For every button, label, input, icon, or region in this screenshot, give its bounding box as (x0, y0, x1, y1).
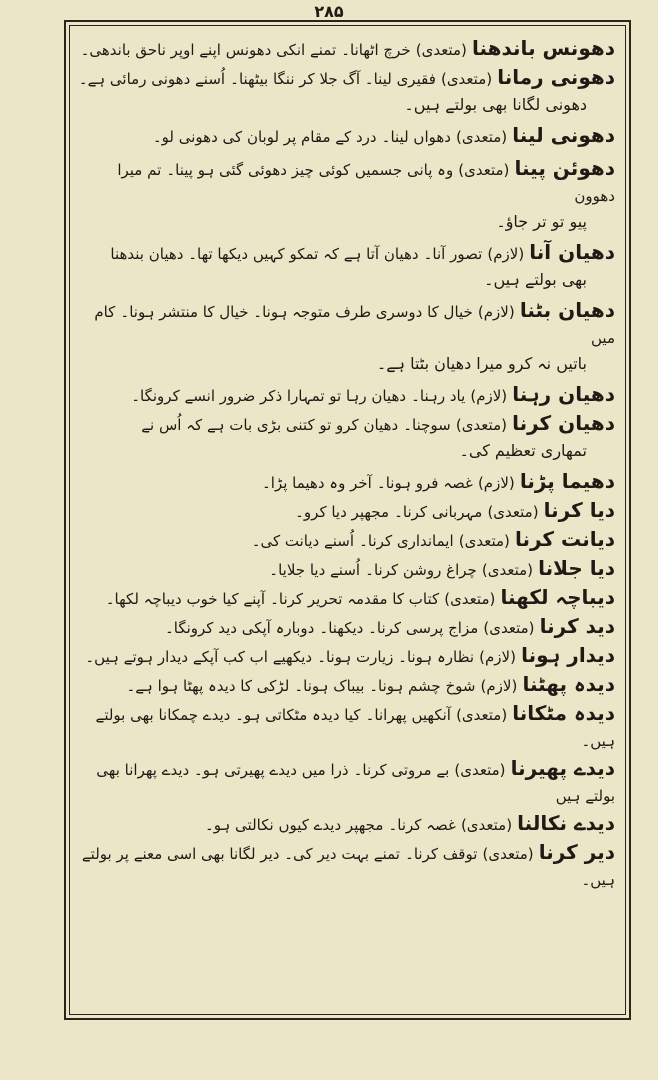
meaning: کتاب کا مقدمہ تحریر کرنا۔ (270, 590, 440, 608)
headword: دیا جلانا (538, 556, 615, 580)
example: دیکھیے اب کب آپکے دیدار ہوتے ہیں۔ (85, 648, 313, 666)
meaning: دھواں لینا۔ (381, 128, 451, 146)
example: تم میرا دھوون (117, 161, 615, 205)
entry (78, 811, 615, 838)
headword: دھیما پڑنا (519, 469, 615, 493)
example: اُسنے دیانت کی۔ (251, 532, 355, 550)
grammar-label: (لازم) (487, 245, 525, 263)
entry-continuation: بھی بولتے ہیں۔ (484, 270, 587, 289)
meaning: وہ پانی جسمیں کوئی چیز دھوئی گئی ہو پینا۔ (166, 161, 454, 179)
example: آخر وہ دھیما پڑا۔ (261, 474, 372, 492)
grammar-label: (متعدی) (415, 41, 467, 59)
meaning: غصہ فرو ہونا۔ (376, 474, 473, 492)
meaning: نظارہ ہونا۔ زیارت ہونا۔ (317, 648, 475, 666)
headword: دھیان رہنا (512, 382, 615, 406)
dictionary-entries (69, 25, 626, 1015)
grammar-label: (متعدی) (456, 706, 508, 724)
meaning: خرچ اٹھانا۔ (341, 41, 411, 59)
entry (78, 840, 615, 893)
example: کیا دیدہ مٹکاتی ہو۔ دیدے چمکانا بھی بولتے ہیں۔ (95, 706, 615, 750)
entry (78, 411, 615, 438)
example: تمنے بہت دیر کی۔ دیر لگانا بھی اسی معنے پر بولتے ہیں۔ (81, 845, 615, 889)
entry (78, 298, 615, 351)
grammar-label: (متعدی) (444, 590, 496, 608)
example: کام میں (94, 303, 615, 347)
grammar-label: (متعدی) (440, 70, 493, 88)
entry (78, 382, 615, 409)
grammar-label: (لازم) (477, 303, 515, 321)
example: دھیان کرو تو کتنی بڑی بات ہے کہ اُس نے (141, 416, 399, 434)
headword: دیانت کرنا (514, 527, 615, 551)
example: آپنے کیا خوب دیباچہ لکھا۔ (105, 590, 266, 608)
meaning: مزاج پرسی کرنا۔ دیکھنا۔ (319, 619, 479, 637)
grammar-label: (لازم) (477, 474, 515, 492)
grammar-label: (متعدی) (458, 532, 510, 550)
entry (78, 65, 615, 92)
grammar-label: (لازم) (480, 677, 518, 695)
headword: دھوئن پینا (514, 156, 615, 180)
example: لڑکی کا دیدہ پھٹا ہوا ہے۔ (126, 677, 290, 695)
example: اُسنے دھونی رمائی ہے۔ (78, 70, 226, 88)
entry (78, 585, 615, 612)
headword: دھیان کرنا (512, 411, 615, 435)
page-number: ۲۸۵ (314, 2, 344, 21)
headword: دیدہ پھٹنا (522, 672, 615, 696)
entry-continuation: پیو تو تر جاؤ۔ (496, 212, 587, 231)
headword: دیدار ہونا (521, 643, 615, 667)
entry (78, 614, 615, 641)
headword: دیدے پھیرنا (510, 756, 615, 780)
entry (78, 672, 615, 699)
grammar-label: (متعدی) (455, 416, 507, 434)
grammar-label: (متعدی) (482, 845, 534, 863)
entry (78, 527, 615, 554)
grammar-label: (لازم) (470, 387, 508, 405)
meaning: سوچنا۔ (403, 416, 451, 434)
headword: دھونی رمانا (497, 65, 615, 89)
example: اُسنے دیا جلایا۔ (269, 561, 361, 579)
grammar-label: (متعدی) (458, 161, 510, 179)
entry (78, 240, 615, 267)
grammar-label: (متعدی) (456, 128, 508, 146)
headword: دھونس باندھنا (471, 36, 615, 60)
meaning: توقف کرنا۔ (405, 845, 478, 863)
entry-continuation: باتیں نہ کرو میرا دھیان بٹتا ہے۔ (376, 354, 587, 373)
headword: دیباچہ لکھنا (500, 585, 615, 609)
example: دھیان آتا ہے کہ تمکو کہیں دیکھا تھا۔ دھیان بندھنا (110, 245, 419, 263)
example: مجھپر دیا کرو۔ (295, 503, 389, 521)
example: درد کے مقام پر لوبان کی دھونی لو۔ (152, 128, 377, 146)
entry (78, 701, 615, 754)
entry (78, 756, 615, 809)
meaning: خیال کا دوسری طرف متوجہ ہونا۔ خیال کا منتشر ہونا۔ (120, 303, 473, 321)
entry (78, 123, 615, 150)
headword: دھیان بٹنا (519, 298, 615, 322)
headword: دید کرنا (539, 614, 615, 638)
entry (78, 556, 615, 583)
entry (78, 156, 615, 209)
entry-continuation: تمھاری تعظیم کی۔ (459, 441, 587, 460)
meaning: شوخ چشم ہونا۔ بیباک ہونا۔ (294, 677, 476, 695)
meaning: آنکھیں پھرانا۔ (365, 706, 451, 724)
example: تمنے انکی دھونس اپنے اوپر ناحق باندھی۔ (80, 41, 337, 59)
grammar-label: (متعدی) (481, 561, 534, 579)
grammar-label: (متعدی) (483, 619, 535, 637)
entry (78, 498, 615, 525)
page-frame (64, 20, 631, 1020)
meaning: فقیری لینا۔ آگ جلا کر ننگا بیٹھنا۔ (230, 70, 436, 88)
entry-continuation: دھونی لگانا بھی بولتے ہیں۔ (404, 95, 587, 114)
entry (78, 643, 615, 670)
example: مجھپر دیدے کیوں نکالتی ہو۔ (204, 816, 384, 834)
headword: دیر کرنا (538, 840, 615, 864)
meaning: غصہ کرنا۔ (388, 816, 456, 834)
headword: دھیان آنا (529, 240, 615, 264)
grammar-label: (متعدی) (487, 503, 539, 521)
meaning: یاد رہنا۔ (411, 387, 466, 405)
grammar-label: (متعدی) (460, 816, 513, 834)
headword: دیدہ مٹکانا (512, 701, 615, 725)
meaning: چراغ روشن کرنا۔ (365, 561, 477, 579)
entry (78, 36, 615, 63)
meaning: بے مروتی کرنا۔ (353, 761, 450, 779)
headword: دیا کرنا (543, 498, 615, 522)
example: ذرا میں دیدے پھیرتی ہو۔ دیدے پھرانا بھی بولتے ہیں (96, 761, 615, 805)
meaning: ایمانداری کرنا۔ (359, 532, 454, 550)
grammar-label: (لازم) (479, 648, 516, 666)
example: دوبارہ آپکی دید کرونگا۔ (164, 619, 315, 637)
example: دھیان رہا تو تمہارا ذکر ضرور انسے کرونگا۔ (131, 387, 407, 405)
headword: دھونی لینا (512, 123, 615, 147)
entry (78, 469, 615, 496)
meaning: تصور آنا۔ (423, 245, 483, 263)
meaning: مہربانی کرنا۔ (394, 503, 483, 521)
headword: دیدے نکالنا (517, 811, 615, 835)
grammar-label: (متعدی) (454, 761, 506, 779)
